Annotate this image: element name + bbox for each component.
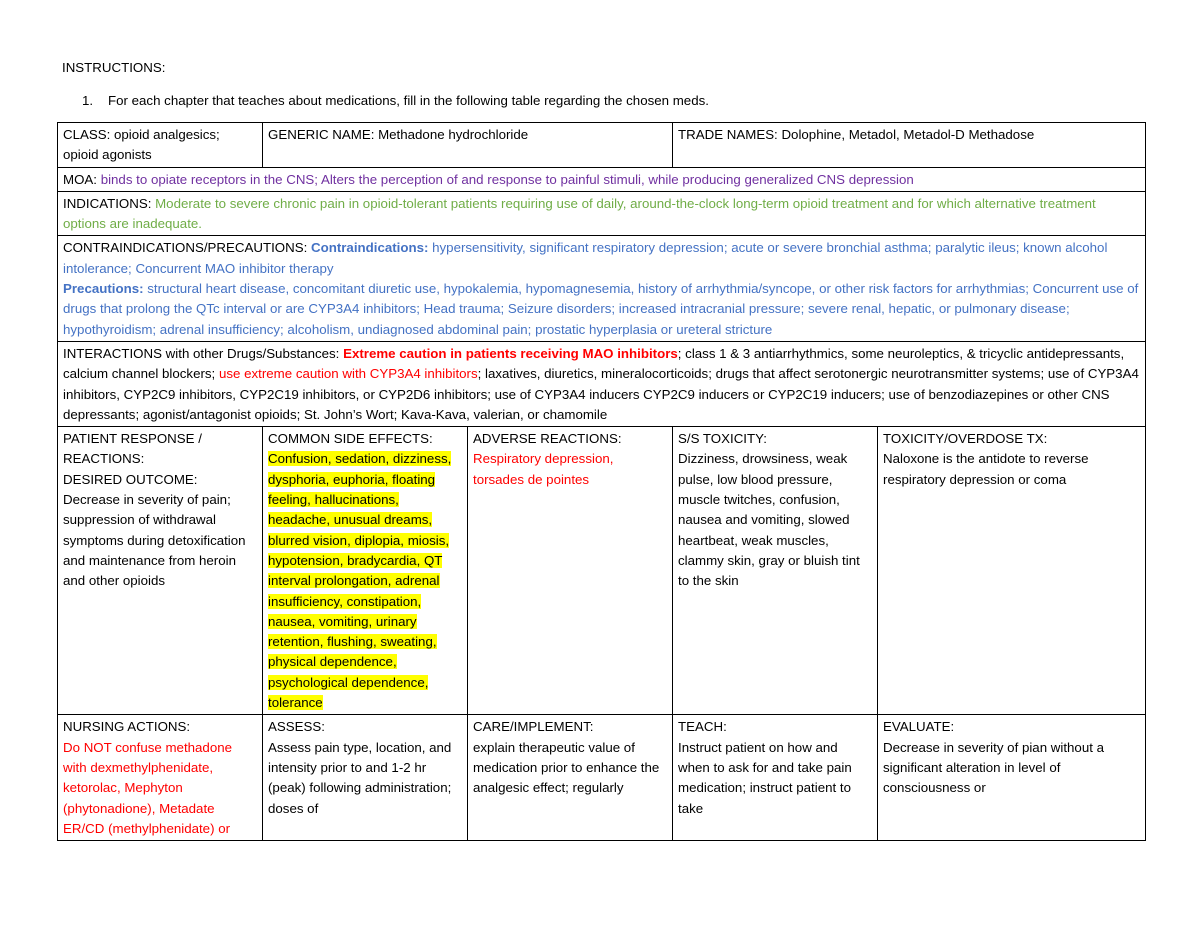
- precautions-text: structural heart disease, concomitant diuretic use, hypokalemia, hypomagnesemia, history of arrhythmia/syncope, or other risk factors for arrhythmias; Concurrent use of drugs that prolong the QTc interval or are CYP3A4 inhibitors; Head trauma; Seizure disorders; increased intracranial pressure; severe renal, hepatic, or pulmonary disease; hypothyroidism; adrenal insufficiency; alcoholism, undiagnosed abdominal pain; prostatic hyperplasia or ureteral stricture: [63, 281, 1139, 337]
- side-effects-cell: [263, 427, 468, 715]
- indications-label: INDICATIONS:: [63, 195, 156, 211]
- assess-label: ASSESS:: [268, 719, 325, 735]
- class-cell: [58, 123, 263, 168]
- indications-cell: [58, 191, 1146, 236]
- interactions-text-1: ; class 1 & 3 antiarrhythmics, some neuroleptics, & tricyclic antidepressants, calcium channel blockers;: [63, 345, 1125, 382]
- care-implement-text: explain therapeutic value of medication prior to enhance the analgesic effect; regularly: [473, 739, 660, 796]
- assess-cell: [263, 715, 468, 841]
- nursing-actions-text: Do NOT confuse methadone with dexmethylphenidate, ketorolac, Mephyton (phytonadione), Metadate ER/CD (methylphenidate) or: [63, 739, 233, 836]
- overdose-treatment-cell: [878, 427, 1146, 715]
- evaluate-text: Decrease in severity of pian without a significant alteration in level of consciousness or: [883, 739, 1105, 796]
- interactions-maoi-warning: Extreme caution in patients receiving MAO inhibitors: [343, 345, 678, 361]
- interactions-label: INTERACTIONS with other Drugs/Substances:: [63, 345, 344, 361]
- overdose-treatment-text: Naloxone is the antidote to reverse respiratory depression or coma: [883, 451, 1089, 487]
- table-row-responses: [58, 427, 1146, 715]
- desired-outcome-label: DESIRED OUTCOME:: [63, 471, 198, 487]
- contraindications-label: CONTRAINDICATIONS/PRECAUTIONS:: [63, 240, 311, 256]
- moa-label: MOA:: [63, 171, 101, 187]
- toxicity-signs-cell: [673, 427, 878, 715]
- nursing-actions-cell: [58, 715, 263, 841]
- evaluate-label: EVALUATE:: [883, 719, 955, 735]
- instructions-item-text: For each chapter that teaches about medications, fill in the following table regarding the chosen meds.: [108, 93, 709, 108]
- table-row-interactions: [58, 341, 1146, 426]
- generic-name-cell: [263, 123, 673, 168]
- instructions-item-number: 1.: [82, 93, 94, 108]
- instructions-title: INSTRUCTIONS:: [62, 60, 166, 75]
- moa-cell: [58, 167, 1146, 191]
- table-row-moa: [58, 167, 1146, 191]
- table-row-nursing: [58, 715, 1146, 841]
- patient-response-label: PATIENT RESPONSE / REACTIONS:: [63, 431, 202, 467]
- evaluate-cell: [878, 715, 1146, 841]
- side-effects-label: COMMON SIDE EFFECTS:: [268, 431, 433, 447]
- moa-text: binds to opiate receptors in the CNS; Alters the perception of and response to painful stimuli, while producing generalized CNS depression: [100, 171, 914, 187]
- precautions-label: Precautions:: [63, 281, 148, 297]
- adverse-reactions-text: Respiratory depression, torsades de pointes: [473, 451, 614, 487]
- contraindications-text: hypersensitivity, significant respiratory depression; acute or severe bronchial asthma; paralytic ileus; known alcohol intolerance; Concurrent MAO inhibitor therapy: [63, 240, 1108, 276]
- interactions-cell: [58, 341, 1146, 426]
- table-row-indications: [58, 191, 1146, 236]
- contraindications-sublabel: Contraindications:: [310, 240, 433, 256]
- adverse-reactions-cell: [468, 427, 673, 715]
- care-implement-cell: [468, 715, 673, 841]
- side-effects-text: Confusion, sedation, dizziness, dysphoria, euphoria, floating feeling, hallucinations, headache, unusual dreams, blurred vision, diplopia, miosis, hypotension, bradycardia, QT interval prolongation, adrenal insufficiency, constipation, nausea, vomiting, urinary retention, flushing, sweating, physical dependence, psychological dependence, tolerance: [268, 451, 452, 711]
- interactions-cyp3a4-warning: use extreme caution with CYP3A4 inhibitors: [218, 366, 478, 382]
- table-row-contraindications: [58, 236, 1146, 341]
- nursing-actions-label: NURSING ACTIONS:: [63, 719, 191, 735]
- overdose-treatment-label: TOXICITY/OVERDOSE TX:: [883, 431, 1048, 447]
- class-text: CLASS: opioid analgesics; opioid agonists: [63, 127, 220, 163]
- trade-names-text: TRADE NAMES: Dolophine, Metadol, Metadol-D Methadose: [678, 127, 1035, 142]
- desired-outcome-text: Decrease in severity of pain; suppression of withdrawal symptoms during detoxification and maintenance from heroin and other opioids: [63, 492, 246, 589]
- indications-text: Moderate to severe chronic pain in opioid-tolerant patients requiring use of daily, around-the-clock long-term opioid treatment and for which alternative treatment options are inadequate.: [63, 195, 1096, 232]
- teach-label: TEACH:: [678, 719, 727, 735]
- instructions-item: [82, 93, 709, 108]
- patient-response-cell: [58, 427, 263, 715]
- contraindications-cell: [58, 236, 1146, 341]
- teach-cell: [673, 715, 878, 841]
- medication-table: [57, 122, 1146, 841]
- trade-names-cell: [673, 123, 1146, 168]
- table-row-names: [58, 123, 1146, 168]
- toxicity-signs-label: S/S TOXICITY:: [678, 431, 767, 447]
- adverse-reactions-label: ADVERSE REACTIONS:: [473, 431, 622, 447]
- assess-text: Assess pain type, location, and intensity prior to and 1-2 hr (peak) following administration; doses of: [268, 739, 452, 816]
- care-implement-label: CARE/IMPLEMENT:: [473, 719, 594, 735]
- teach-text: Instruct patient on how and when to ask for and take pain medication; instruct patient to take: [678, 739, 852, 816]
- toxicity-signs-text: Dizziness, drowsiness, weak pulse, low blood pressure, muscle twitches, confusion, nausea and vomiting, slowed heartbeat, weak muscles, clammy skin, gray or bluish tint to the skin: [678, 451, 860, 589]
- interactions-text-2: ; laxatives, diuretics, mineralocorticoids; drugs that affect serotonergic neurotransmitter systems; use of CYP3A4 inhibitors, CYP2C9 inhibitors, CYP2C19 inhibitors, or CYP2D6 inhibitors; use of CYP3A4 inducers CYP2C9 inducers or CYP2C19 inducers; use of benzodiazepines or other CNS depressants; agonist/antagonist opioids; St. John’s Wort; Kava-Kava, valerian, or chamomile: [63, 366, 1139, 422]
- generic-name-text: GENERIC NAME: Methadone hydrochloride: [268, 127, 529, 142]
